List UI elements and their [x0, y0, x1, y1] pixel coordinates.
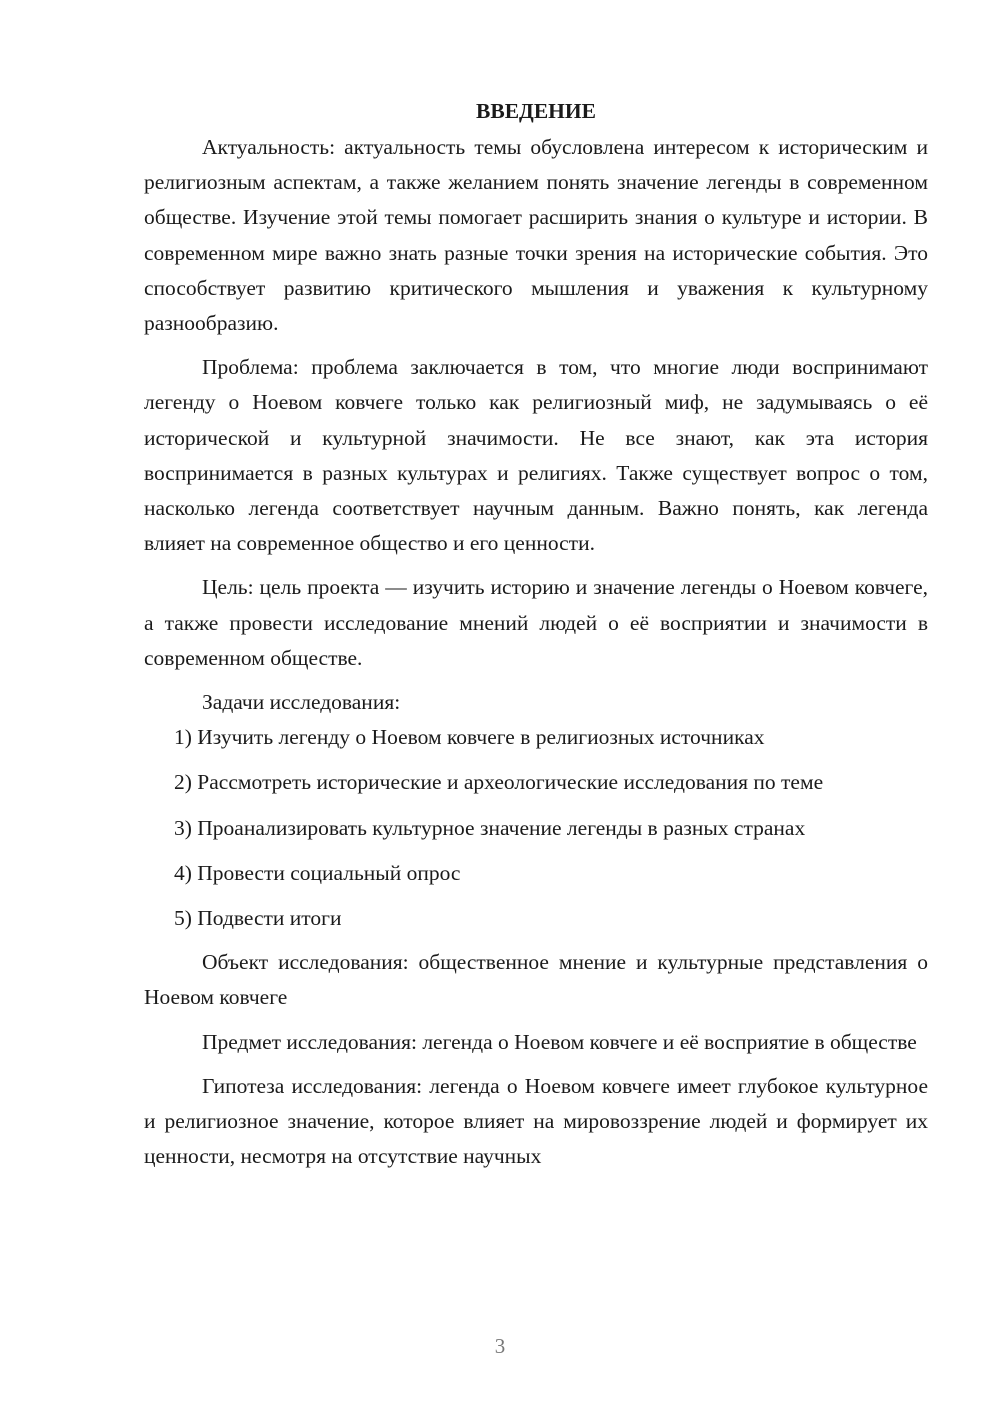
list-item: 1) Изучить легенду о Ноевом ковчеге в религиозных источниках [174, 725, 765, 750]
paragraph-object: Объект исследования: общественное мнение и культурные представления о Ноевом ковчеге [144, 950, 928, 1010]
list-item: 5) Подвести итоги [174, 906, 342, 931]
section-heading: ВВЕДЕНИЕ [476, 99, 596, 123]
page-number: 3 [494, 1334, 506, 1358]
paragraph-hypothesis: Гипотеза исследования: легенда о Ноевом ковчеге имеет глубокое культурное и религиозное значение, которое влияет на мировоззрение людей и формирует их ценности, несмотря на отсутствие научных [144, 1073, 928, 1169]
list-item: 3) Проанализировать культурное значение легенды в разных странах [174, 815, 806, 840]
list-item: 4) Провести социальный опрос [174, 860, 461, 885]
document-body [144, 96, 928, 1174]
tasks-list [144, 720, 928, 936]
list-item: 2) Рассмотреть исторические и археологические исследования по теме [174, 770, 824, 795]
paragraph-tasks-intro: Задачи исследования: [202, 690, 401, 715]
paragraph-subject: Предмет исследования: легенда о Ноевом ковчеге и её восприятие в обществе [202, 1029, 917, 1054]
paragraph-goal: Цель: цель проекта — изучить историю и значение легенды о Ноевом ковчеге, а также провести исследование мнений людей о её восприятии и значимости в современном обществе. [144, 575, 928, 670]
paragraph-problem: Проблема: проблема заключается в том, что многие люди воспринимают легенду о Ноевом ковчеге только как религиозный миф, не задумываясь о её исторической и культурной значимости. Не все знают, как эта история воспринимается в разных культурах и религиях. Также существует вопрос о том, насколько легенда соответствует научным данным. Важно понять, как легенда влияет на современное общество и его ценности. [144, 355, 928, 556]
paragraph-relevance: Актуальность: актуальность темы обусловлена интересом к историческим и религиозным аспектам, а также желанием понять значение легенды в современном обществе. Изучение этой темы помогает расширить знания о культуре и истории. В современном мире важно знать разные точки зрения на исторические события. Это способствует развитию критического мышления и уважения к культурному разнообразию. [144, 135, 928, 336]
